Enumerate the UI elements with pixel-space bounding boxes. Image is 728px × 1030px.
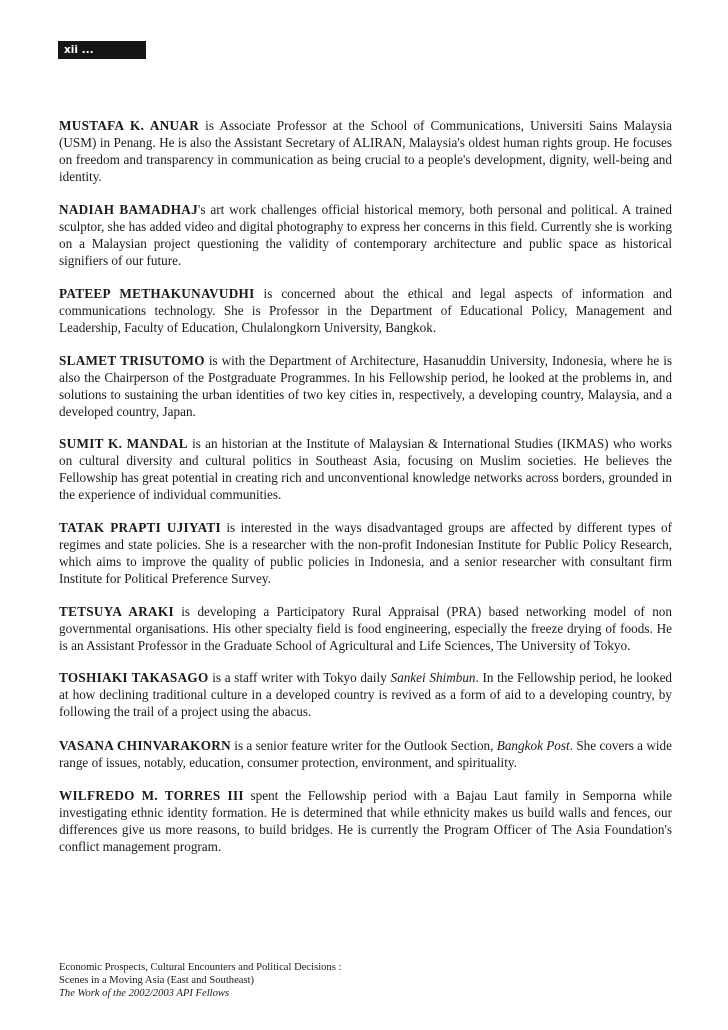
bio-name: TETSUYA ARAKI xyxy=(59,604,174,619)
bio-text: spent the Fellowship period with a Bajau Laut family in Semporna while investigating ethnic identity formation. He is determined that while ethnicity makes us build walls and fences, our differences give us more reasons, to build bridges. He is currently the Program Officer of The Asia Foundation's conflict management program. xyxy=(59,788,672,854)
bio-name: TATAK PRAPTI UJIYATI xyxy=(59,520,221,535)
bio-slamet-trisutomo xyxy=(59,352,672,420)
bio-name: MUSTAFA K. ANUAR xyxy=(59,118,200,133)
bio-text: is developing a Participatory Rural Appraisal (PRA) based networking model of non governmental organisations. His other specialty field is food engineering, especially the freeze drying of foods. He is an Assistant Professor in the Graduate School of Agricultural and Life Sciences, The University of Tokyo. xyxy=(59,604,672,653)
bio-sumit-mandal xyxy=(59,435,672,503)
footer-line: The Work of the 2002/2003 API Fellows xyxy=(59,988,230,999)
book-title-footer xyxy=(59,961,341,1000)
bio-name: WILFREDO M. TORRES III xyxy=(59,788,244,803)
bio-name: SLAMET TRISUTOMO xyxy=(59,353,205,368)
bio-name: VASANA CHINVARAKORN xyxy=(59,738,231,753)
bio-text: is an historian at the Institute of Malaysian & International Studies (IKMAS) who works on cultural diversity and cultural politics in Southeast Asia, focusing on Muslim societies. He believes the Fellowship has great potential in creating rich and unconventional knowledge networks across borders, grounded in the experience of individual communities. xyxy=(59,436,672,502)
bio-vasana-chinvarakorn xyxy=(59,737,672,771)
bio-text: . She covers a wide range of issues, notably, education, consumer protection, environment, and spirituality. xyxy=(59,738,672,770)
bio-text: . In the Fellowship period, he looked at how declining traditional culture in a developed country is revived as a form of aid to a developing country, by following the trail of a project using the abacus. xyxy=(59,670,673,719)
bio-text: is concerned about the ethical and legal aspects of information and communications technology. She is Professor in the Department of Educational Policy, Management and Leadership, Faculty of Education, Chulalongkorn University, Bangkok. xyxy=(59,286,672,335)
bio-text: is a staff writer with Tokyo daily xyxy=(208,670,391,685)
bio-text: 's art work challenges official historical memory, both personal and political. A trained sculptor, she has added video and digital photography to express her concerns in this field. Currently she is working on a Malaysian project questioning the validity of contemporary architecture and public space as historical signifiers of our future. xyxy=(59,202,672,268)
footer-line: Economic Prospects, Cultural Encounters and Political Decisions : xyxy=(59,962,342,973)
publication-title: Sankei Shimbun xyxy=(390,670,476,685)
bio-text: is a senior feature writer for the Outlook Section, xyxy=(230,738,497,753)
bio-name: NADIAH BAMADHAJ xyxy=(59,202,199,217)
bio-tatak-ujiyati xyxy=(59,519,672,587)
bio-name: SUMIT K. MANDAL xyxy=(59,436,188,451)
bio-tetsuya-araki xyxy=(59,603,672,654)
bio-toshiaki-takasago xyxy=(59,669,672,720)
bio-text: is Associate Professor at the School of Communications, Universiti Sains Malaysia (USM) in Penang. He is also the Assistant Secretary of ALIRAN, Malaysia's oldest human rights group. He focuses on freedom and transparency in communication as being crucial to a people's development, dignity, well-being and identity. xyxy=(59,118,673,184)
bio-wilfredo-torres xyxy=(59,787,672,855)
publication-title: Bangkok Post xyxy=(496,738,570,753)
bio-text: is with the Department of Architecture, Hasanuddin University, Indonesia, where he is also the Chairperson of the Postgraduate Programmes. In his Fellowship period, he looked at the problems in, and solutions to sustaining the urban identities of two key cities in, respectively, a developing country, Malaysia, and a developed country, Japan. xyxy=(59,353,672,419)
page-number-tab: xii ... xyxy=(58,41,146,59)
bio-name: PATEEP METHAKUNAVUDHI xyxy=(59,286,255,301)
bio-name: TOSHIAKI TAKASAGO xyxy=(59,670,209,685)
bio-pateep-methakunavudhi xyxy=(59,285,672,336)
bio-text: is interested in the ways disadvantaged groups are affected by different types of regimes and state policies. She is a researcher with the non-profit Indonesian Institute for Public Policy Research, which aims to improve the quality of public policies in Indonesia, and a senior researcher with consultant firm Institute for Political Preference Survey. xyxy=(59,520,672,586)
bio-mustafa-anuar xyxy=(59,117,672,185)
footer-line: Scenes in a Moving Asia (East and Southeast) xyxy=(59,975,255,986)
bio-nadiah-bamadhaj xyxy=(59,201,672,269)
